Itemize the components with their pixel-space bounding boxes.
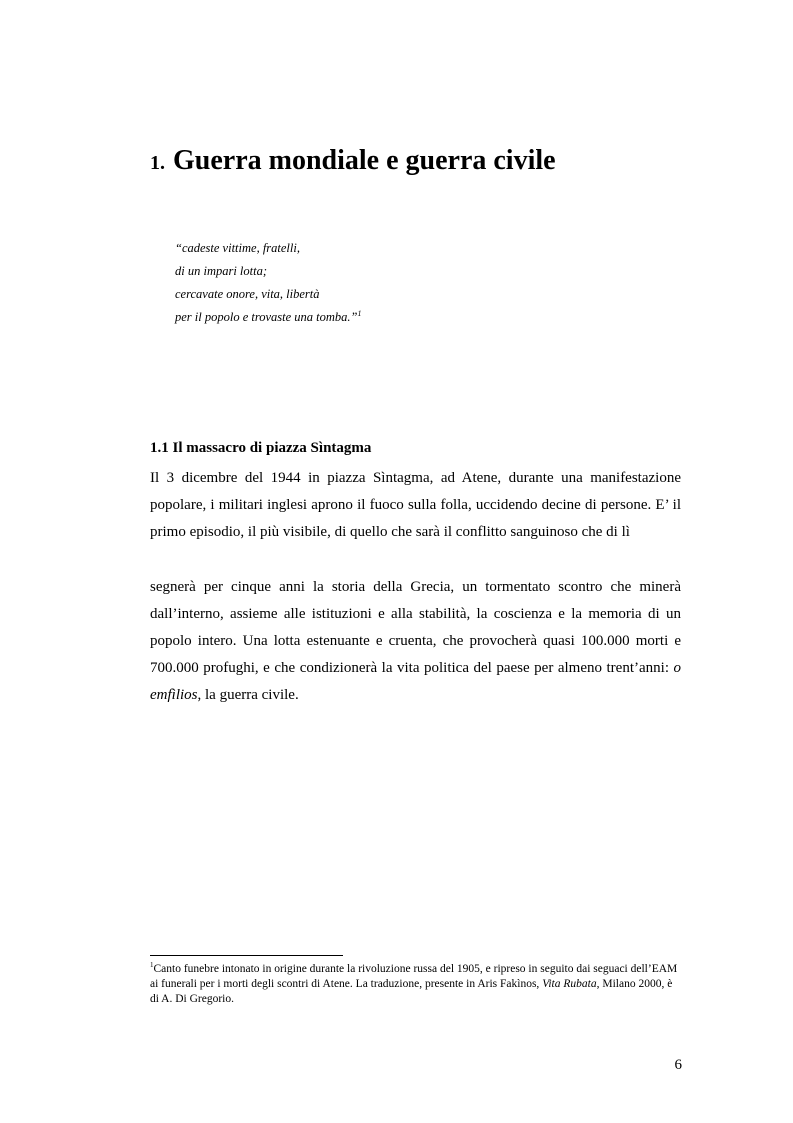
chapter-number: 1. <box>150 152 165 174</box>
epigraph-line: di un impari lotta; <box>175 264 268 278</box>
epigraph-line-text: per il popolo e trovaste una tomba.” <box>175 310 358 324</box>
section-heading: 1.1 Il massacro di piazza Sìntagma <box>150 440 372 456</box>
epigraph-line-last <box>175 306 362 329</box>
footnote-book-title: Vita Rubata <box>542 978 597 990</box>
footnote-marker: 1 <box>150 961 154 970</box>
chapter-title <box>150 140 556 177</box>
footnote-text: Canto funebre intonato in origine durante la rivoluzione russa del 1905, e ripreso in seguito dai seguaci dell’EAM ai funerali per i morti degli scontri di Atene. La traduzione, presente in Aris Fakìnos, <box>150 963 678 990</box>
footnote-reference[interactable]: 1 <box>357 308 362 318</box>
body-paragraph: Il 3 dicembre del 1944 in piazza Sìntagma, ad Atene, durante una manifestazione popolare, i militari inglesi aprono il fuoco sulla folla, uccidendo decine di persone. E’ il primo episodio, il più visibile, di quello che sarà il conflitto sanguinoso che di lì <box>150 470 681 540</box>
epigraph-line: “cadeste vittime, fratelli, <box>175 241 300 255</box>
footnote-divider <box>150 955 343 956</box>
italic-term: o emfìlios <box>150 660 681 703</box>
chapter-title-text: Guerra mondiale e guerra civile <box>173 145 556 176</box>
epigraph <box>175 237 362 329</box>
footnote <box>150 962 681 1007</box>
body-paragraph <box>150 574 681 709</box>
page-number: 6 <box>674 1057 682 1073</box>
paragraph-text: segnerà per cinque anni la storia della Grecia, un tormentato scontro che minerà dall’interno, assieme alle istituzioni e alla stabilità, la coscienza e la memoria di un popolo intero. Una lotta estenuante e cruenta, che provocherà quasi 100.000 morti e 700.000 profughi, e che condizionerà la vita politica del paese per almeno trent’anni: <box>150 579 681 676</box>
footnote-text-end: , Milano 2000, è di A. Di Gregorio. <box>150 978 673 1005</box>
epigraph-line: cercavate onore, vita, libertà <box>175 287 320 301</box>
paragraph-text-end: , la guerra civile. <box>197 687 299 703</box>
